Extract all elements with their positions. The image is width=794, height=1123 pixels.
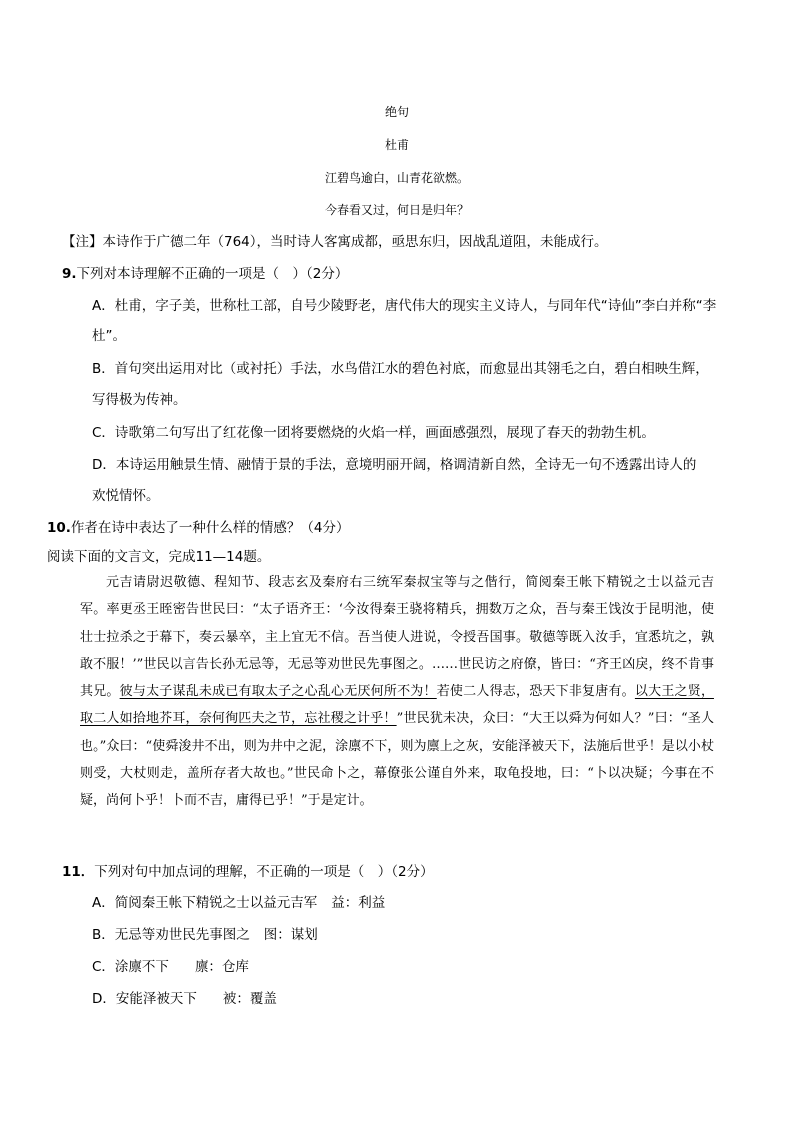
passage-text-1: 元吉请尉迟敬德、程知节、段志玄及秦府右三统军秦叔宝等与之偕行，简阅秦王帐下精锐之士以益元吉军。率更丞王晊密告世民曰：“太子语齐王：‘今汝得秦王骁将精兵，拥数万之众，吾与秦王饯汝于昆明池，使壮士拉杀之于幕下，奏云暴卒，主上宜无不信。吾当使人进说，令授吾国事。敬德等既入汝手，宜悉坑之，孰敢不服！’”世民以言告长孙无忌等，无忌等劝世民先事图之。……世民访之府僚，皆曰：“齐王凶戾，终不肯事其兄。 <box>80 575 714 700</box>
reading-instruction: 阅读下面的文言文，完成11—14题。 <box>47 549 271 565</box>
q11-option-d-text: D．安能泽被天下 <box>92 991 197 1007</box>
q9-option-c: C．诗歌第二句写出了红花像一团将要燃烧的火焰一样，画面感强烈，展现了春天的勃勃生机。 <box>92 425 655 441</box>
question-11 <box>62 860 434 880</box>
q11-option-d-gloss: 被：覆盖 <box>222 991 277 1007</box>
question-10-number: 10. <box>47 520 71 536</box>
poem-note: 【注】本诗作于广德二年（764），当时诗人客寓成都，亟思东归，因战乱道阻，未能成行。 <box>62 234 608 250</box>
q11-option-b <box>92 923 318 943</box>
q9-option-a-line2: 杜”。 <box>92 328 126 344</box>
q11-option-a-gloss: 益：利益 <box>331 895 386 911</box>
q11-option-d <box>92 987 277 1007</box>
question-11-stem: 下列对句中加点词的理解，不正确的一项是（ ）（2分） <box>94 864 434 880</box>
question-9-stem: 下列对本诗理解不正确的一项是（ ）（2分） <box>76 266 349 282</box>
poem-line-1: 江碧鸟逾白，山青花欲燃。 <box>324 171 469 185</box>
question-11-number: 11． <box>62 864 95 880</box>
q11-option-c <box>92 955 249 975</box>
q11-option-a-text: A．简阅秦王帐下精锐之士以益元吉军 <box>92 895 318 911</box>
poem-line-2: 今春看又过，何日是归年？ <box>324 203 469 217</box>
passage-text-3: ”世民犹未决，众曰：“大王以舜为何如人？”曰：“圣人也。”众曰：“使舜浚井不出，则为井中之泥，涂廪不下，则为廪上之灰，安能泽被天下，法施后世乎！是以小杖则受，大杖则走，盖所存者大故也。”世民命卜之，幕僚张公谨自外来，取龟投地，曰：“卜以决疑；今事在不疑，尚何卜乎！卜而不吉，庸得已乎！”于是定计。 <box>80 711 714 809</box>
q9-option-d-line1: D．本诗运用触景生情、融情于景的手法，意境明丽开阔，格调清新自然，全诗无一句不透露出诗人的 <box>92 457 697 473</box>
poem-title: 绝句 <box>384 105 409 119</box>
q11-option-b-text: B．无忌等劝世民先事图之 <box>92 927 250 943</box>
question-10 <box>47 516 350 536</box>
q9-option-b-line1: B．首句突出运用对比（或衬托）手法，水鸟借江水的碧色衬底，而愈显出其翎毛之白，碧白相映生辉， <box>92 361 709 377</box>
q11-option-c-gloss: 廪：仓库 <box>194 959 249 975</box>
q9-option-a-line1: A．杜甫，字子美，世称杜工部，自号少陵野老，唐代伟大的现实主义诗人，与同年代“诗仙”李白并称“李 <box>92 298 717 314</box>
passage-underlined-sentence-2: 以大王之贤，取二人如拾地芥耳，奈何徇匹夫之节，忘社稷之计乎！ <box>80 684 714 727</box>
question-9-number: 9. <box>62 266 77 282</box>
q9-option-b-line2: 写得极为传神。 <box>92 392 187 408</box>
question-10-stem: 作者在诗中表达了一种什么样的情感？（4分） <box>70 520 350 536</box>
q11-option-b-gloss: 图：谋划 <box>263 927 318 943</box>
classical-passage <box>80 569 714 815</box>
q9-option-d-line2: 欢悦情怀。 <box>92 488 160 504</box>
passage-text-2: 若使二人得志，恐天下非复唐有。 <box>436 684 635 700</box>
q11-option-a <box>92 891 385 911</box>
q11-option-c-text: C．涂廪不下 <box>92 959 169 975</box>
question-9 <box>62 262 348 282</box>
passage-underlined-sentence-1: 彼与太子谋乱未成已有取太子之心乱心无厌何所不为！ <box>119 684 437 700</box>
poem-author: 杜甫 <box>384 138 409 152</box>
